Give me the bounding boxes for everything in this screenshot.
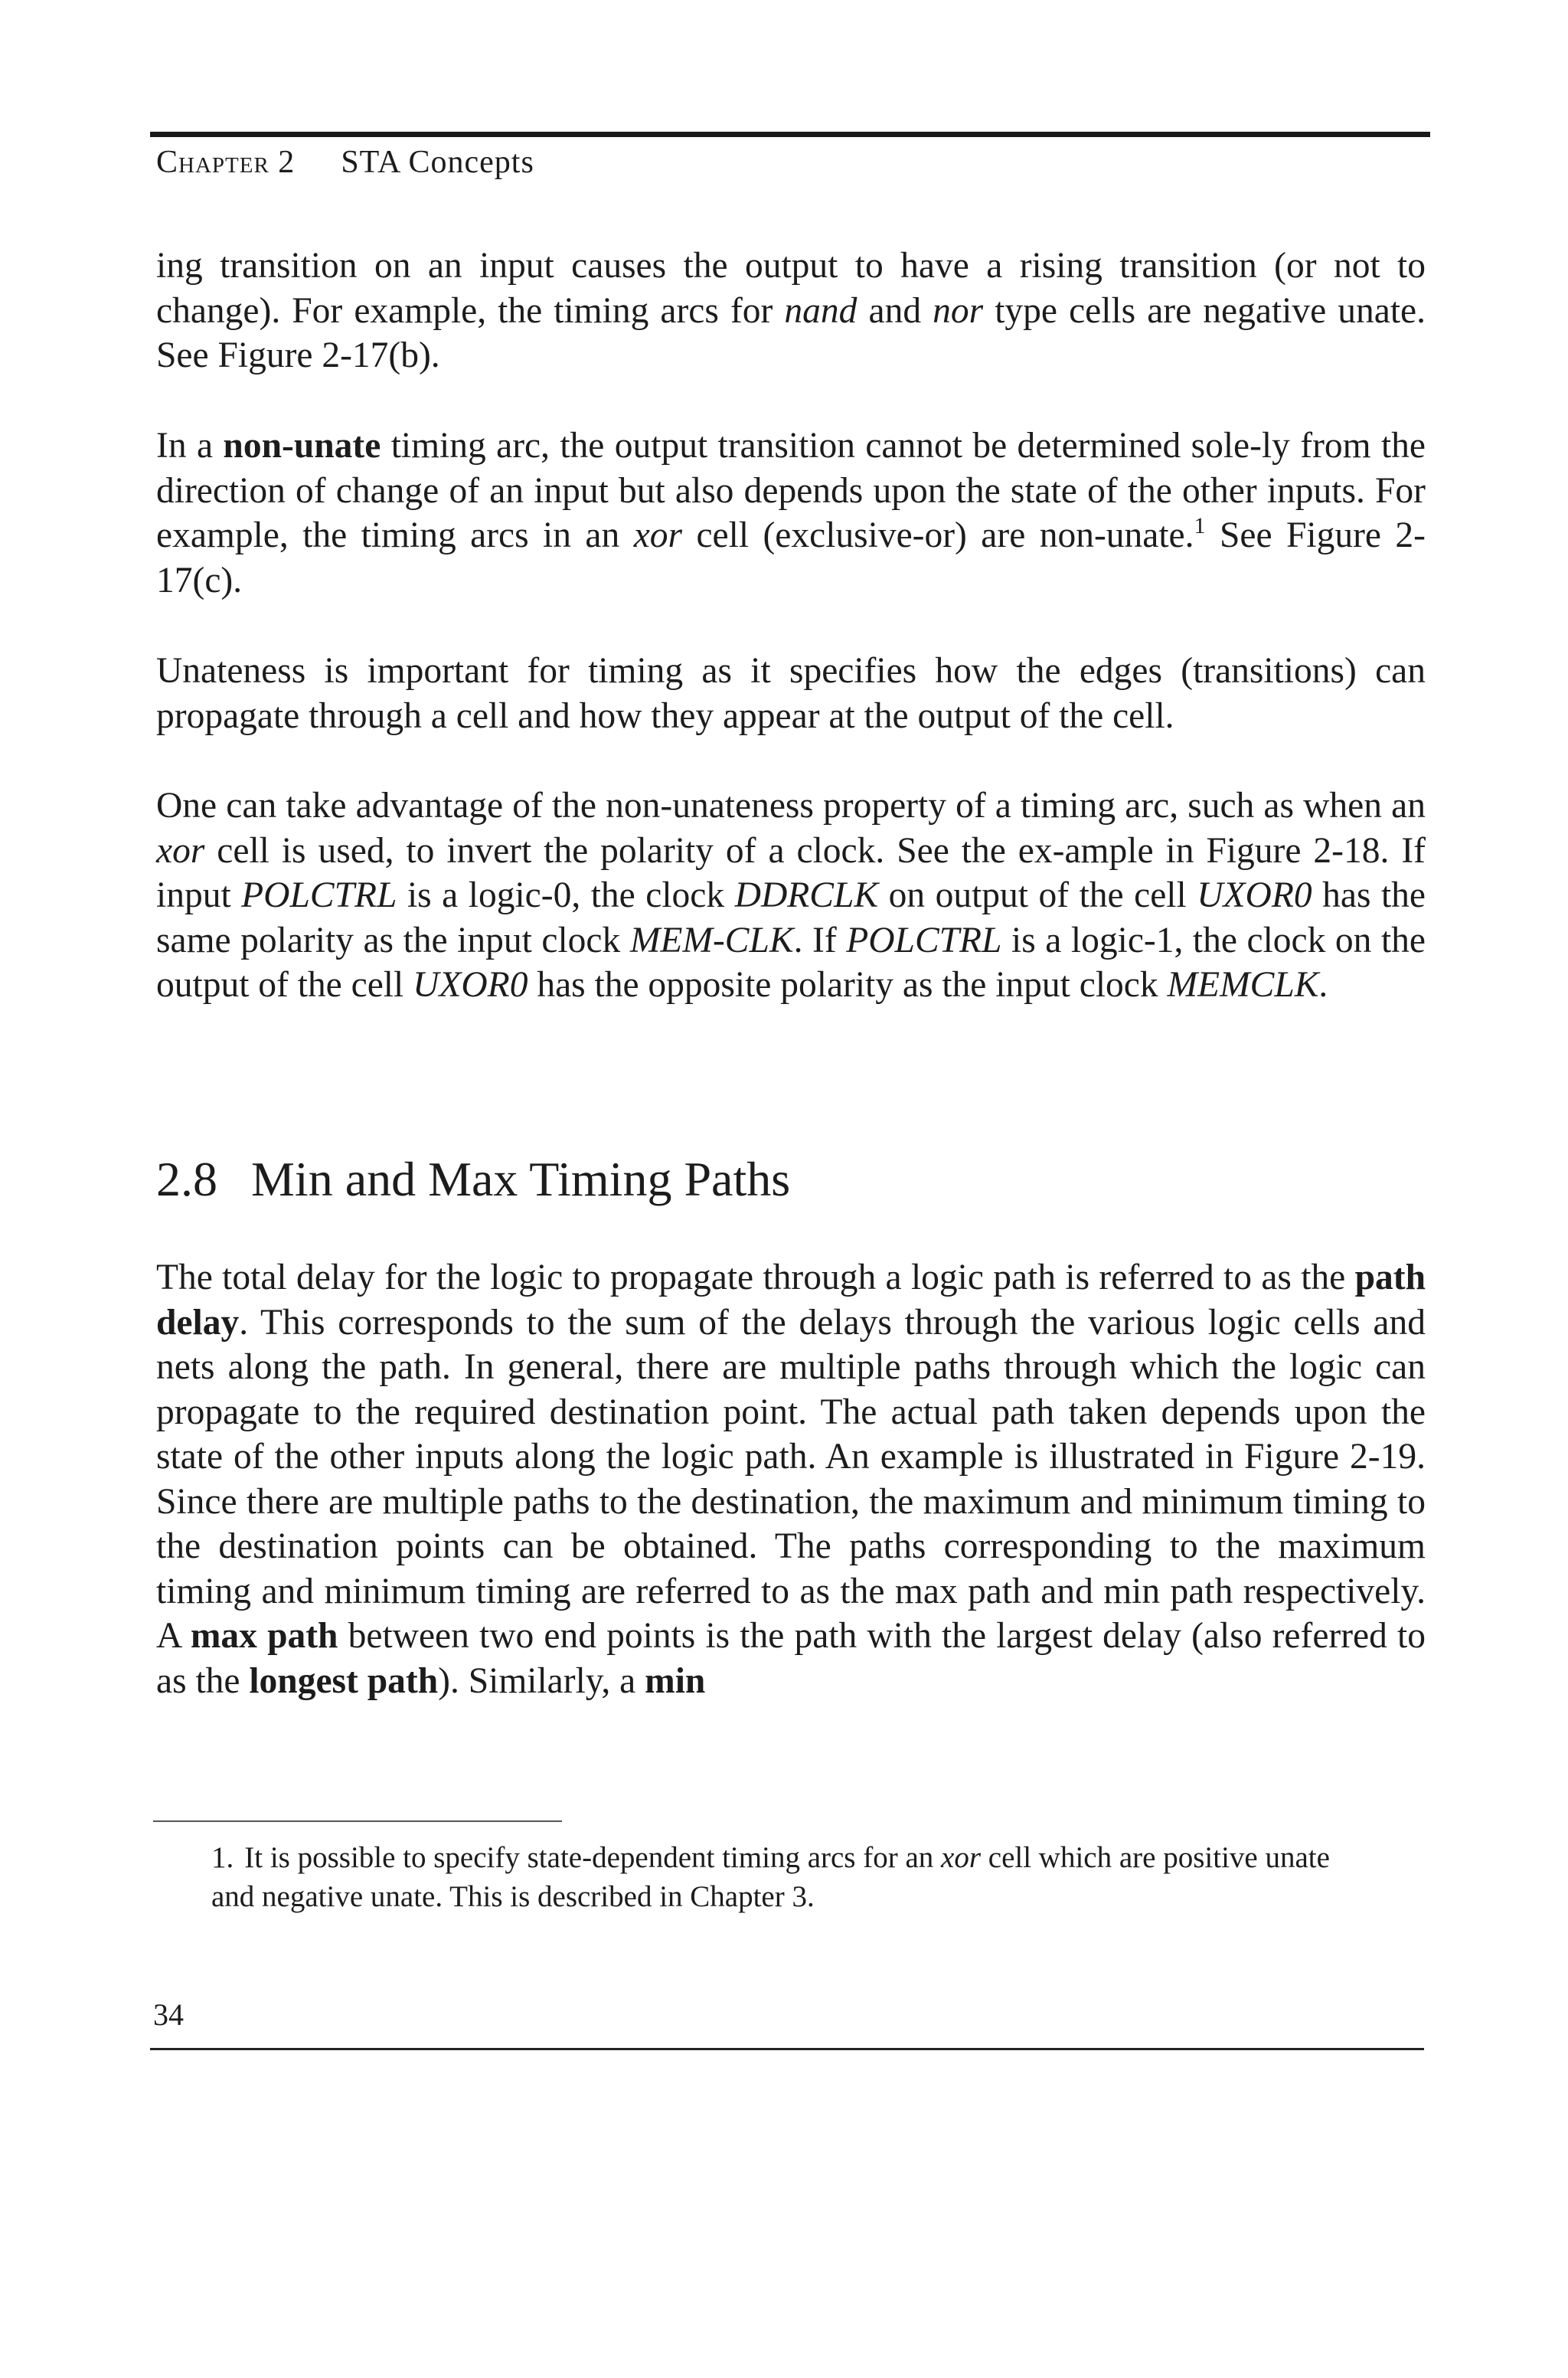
term: longest path — [249, 1660, 439, 1701]
cell-name: xor — [633, 515, 683, 555]
term: max path — [190, 1616, 338, 1656]
paragraph-negative-unate: ing transition on an input causes the output to have a rising transition (or not to change). For example, the timing arcs for nand and nor type cells are negative unate. See Figure 2-17(b). — [156, 246, 1426, 375]
running-head — [156, 144, 534, 181]
term: non-unate — [223, 426, 381, 466]
header-rule — [150, 132, 1430, 137]
page-number: 34 — [153, 1997, 184, 2032]
footnote: 1. It is possible to specify state-dependent timing arcs for an xor cell which are positive unate and negative unate. This is described in Chapter 3. — [211, 1841, 1330, 1913]
paragraph-non-unate: In a non-unate timing arc, the output transition cannot be determined sole-ly from the direction of change of an input but also depends upon the state of the other inputs. For example, the timing arcs in an xor cell (exclusive-or) are non-unate.$^1$ See Figure 2-17(c). — [156, 426, 1426, 600]
chapter-label: Chapter 2 — [156, 145, 296, 180]
paragraph-polarity: One can take advantage of the non-unateness property of a timing arc, such as when an xor cell is used, to invert the polarity of a clock. See the ex-ample in Figure 2-18. If input POLCTRL is a logic-0, the clock DDRCLK on output of the cell UXOR0 has the same polarity as the input clock MEM-CLK. If POLCTRL is a logic-1, the clock on the output of the cell UXOR0 has the opposite polarity as the input clock MEMCLK. — [156, 786, 1426, 1005]
footnote-marker: 1 — [1194, 513, 1206, 538]
footer-rule — [150, 2048, 1424, 2050]
footnote-rule — [153, 1820, 562, 1822]
paragraph-path-delay: The total delay for the logic to propagate through a logic path is referred to as the path delay. This corresponds to the sum of the delays through the various logic cells and nets along the path. In general, there are multiple paths through which the logic can propagate to the required destination point. The actual path taken depends upon the state of the other inputs along the logic path. An example is illustrated in Figure 2-19. Since there are multiple paths to the destination, the maximum and minimum timing to the destination points can be obtained. The paths corresponding to the maximum timing and minimum timing are referred to as the max path and min path respectively. A max path between two end points is the path with the largest delay (also referred to as the longest path). Similarly, a min — [156, 1258, 1426, 1701]
section-heading — [156, 1149, 790, 1210]
section-title: Min and Max Timing Paths — [251, 1152, 791, 1206]
term: min — [645, 1660, 706, 1701]
chapter-title: STA Concepts — [341, 145, 534, 180]
term: path delay — [156, 1258, 1426, 1343]
paragraph-unateness: Unateness is important for timing as it specifies how the edges (transitions) can propagate through a cell and how they appear at the output of the cell. — [156, 651, 1426, 736]
section-number: 2.8 — [156, 1152, 217, 1206]
cell-name: nand — [784, 290, 858, 331]
footnote-number: 1. — [211, 1841, 234, 1874]
cell-name: nor — [933, 290, 984, 331]
